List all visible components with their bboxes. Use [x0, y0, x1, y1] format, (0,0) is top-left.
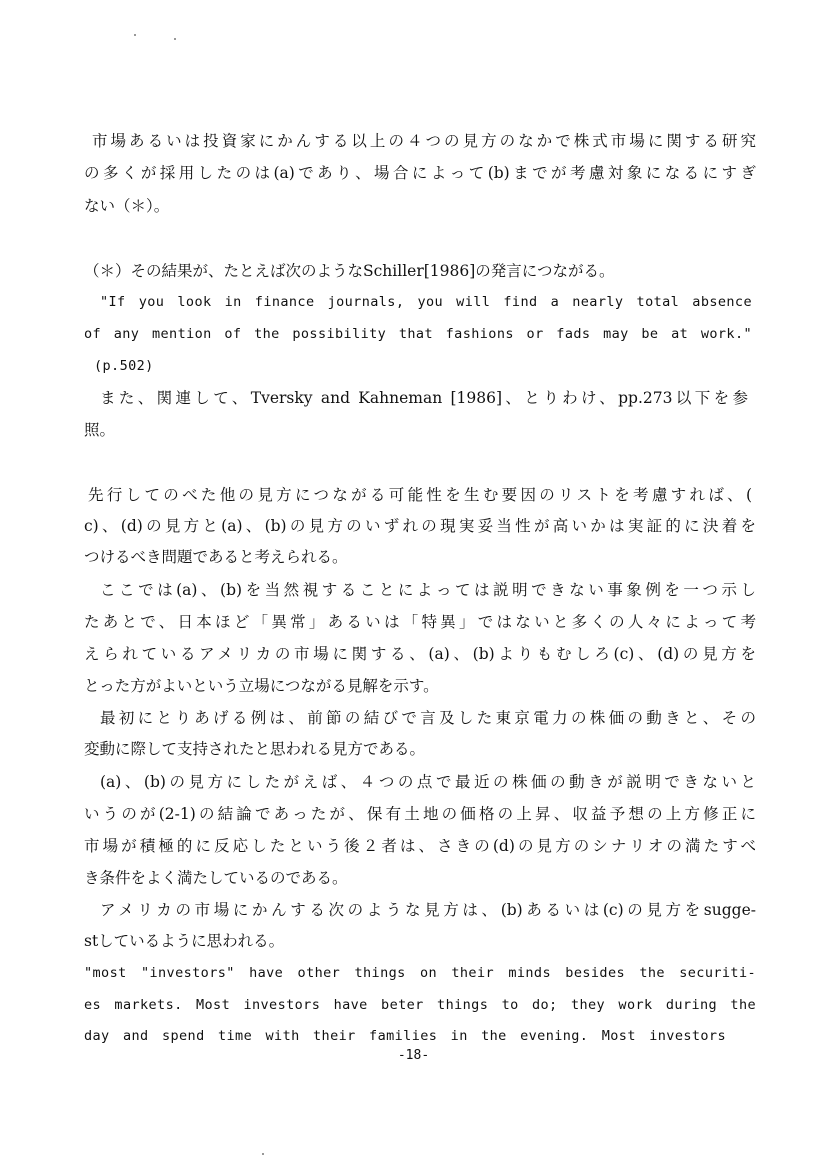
scan-speck [262, 1153, 264, 1155]
paragraph-line: 変動に際して支持されたと思われる見方である。 [84, 740, 426, 758]
scan-speck [174, 38, 176, 40]
paragraph-line: 市場あるいは投資家にかんする以上の４つの見方のなかで株式市場に関する研究 [92, 132, 756, 150]
footnote-quote-line: of any mention of the possibility that fashions or fads may be at work." [84, 326, 752, 342]
footnote-line: 照。 [84, 421, 116, 439]
paragraph-line: 市場が積極的に反応したという後２者は、さきの(d)の見方のシナリオの満たすべ [84, 837, 756, 855]
paragraph-line: の多くが採用したのは(a)であり、場合によって(b)までが考慮対象になるにすぎ [84, 164, 756, 182]
paragraph-line: c)、(d)の見方と(a)、(b)の見方のいずれの現実妥当性が高いかは実証的に決着を [84, 517, 756, 535]
paragraph-line: とった方がよいという立場につながる見解を示す。 [84, 677, 439, 695]
footnote-line: （＊）その結果が、たとえば次のようなSchiller[1986]の発言につながる。 [84, 262, 615, 280]
quote-line: "most "investors" have other things on their minds besides the securiti- [84, 965, 756, 981]
footnote-citation: (p.502) [94, 358, 154, 374]
paragraph-line: つけるべき問題であると考えられる。 [84, 548, 348, 566]
paragraph-line: ここでは(a)、(b)を当然視することによっては説明できない事象例を一つ示し [100, 581, 756, 599]
paragraph-line: 最初にとりあげる例は、前節の結びで言及した東京電力の株価の動きと、その [100, 709, 756, 727]
paragraph-line: ない（＊）。 [84, 197, 170, 215]
page-number: -18- [397, 1048, 430, 1063]
quote-line: day and spend time with their families in the evening. Most investors [84, 1028, 726, 1044]
paragraph-line: アメリカの市場にかんする次のような見方は、(b)あるいは(c)の見方をsugge- [100, 901, 756, 919]
footnote-quote-line: "If you look in finance journals, you will find a nearly total absence [100, 294, 752, 310]
paragraph-line: 先行してのべた他の見方につながる可能性を生む要因のリストを考慮すれば、( [88, 486, 752, 504]
footnote-line: また、関連して、Tversky and Kahneman [1986]、とりわけ、pp.273以下を参 [100, 389, 748, 407]
paragraph-line: えられているアメリカの市場に関する、(a)、(b)よりもむしろ(c)、(d)の見方を [84, 645, 756, 663]
paragraph-line: (a)、(b)の見方にしたがえば、４つの点で最近の株価の動きが説明できないと [100, 773, 756, 791]
paragraph-line: いうのが(2-1)の結論であったが、保有土地の価格の上昇、収益予想の上方修正に [84, 805, 756, 823]
paragraph-line: き条件をよく満たしているのである。 [84, 869, 348, 887]
scan-speck [134, 34, 136, 36]
paragraph-line: たあとで、日本ほど「異常」あるいは「特異」ではないと多くの人々によって考 [84, 613, 756, 631]
quote-line: es markets. Most investors have beter things to do; they work during the [84, 997, 756, 1013]
paragraph-line: stしているように思われる。 [84, 932, 285, 950]
